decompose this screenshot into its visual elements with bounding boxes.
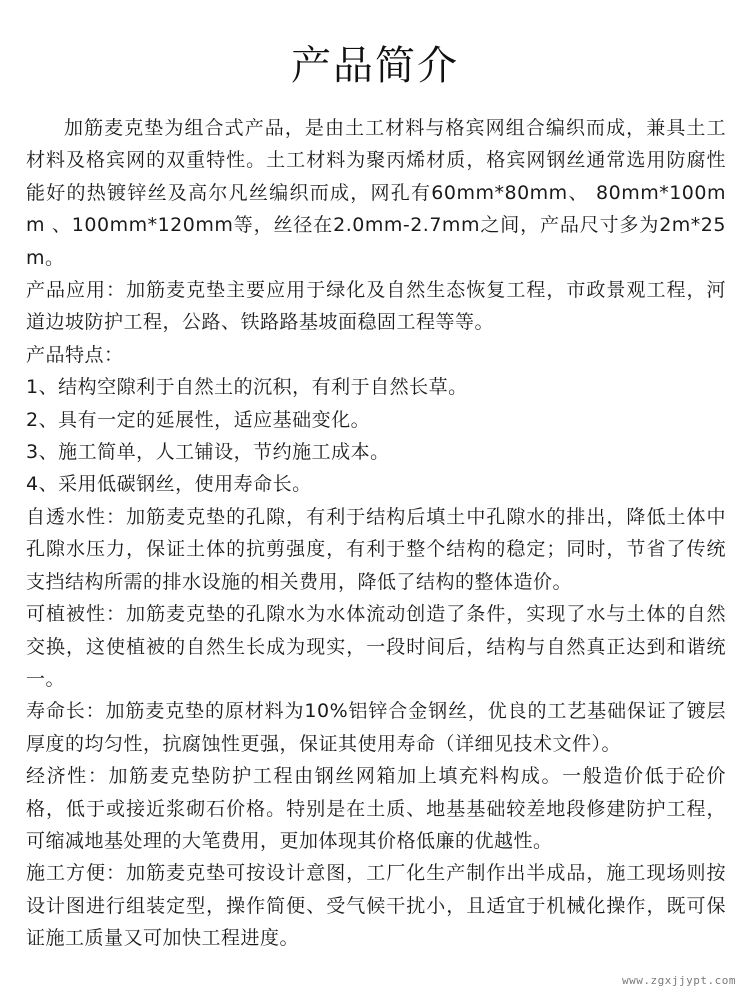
- feature-item-3: 3、施工简单，人工铺设，节约施工成本。: [26, 441, 390, 464]
- permeability-paragraph: 自透水性：加筋麦克垫的孔隙，有利于结构后填土中孔隙水的排出，降低土体中孔隙水压力，保证土体的抗剪强度，有利于整个结构的稳定；同时，节省了传统支挡结构所需的排水设施的相关费用，降低了结构的整体造价。: [26, 505, 726, 593]
- page-title: 产品简介: [291, 43, 459, 89]
- feature-item-4: 4、采用低碳钢丝，使用寿命长。: [26, 473, 312, 496]
- economy-paragraph: 经济性：加筋麦克垫防护工程由钢丝网箱加上填充料构成。一般造价低于砼价格，低于或接近浆砌石价格。特别是在土质、地基基础较差地段修建防护工程，可缩减地基处理的大笔费用，更加体现其价格低廉的优越性。: [26, 765, 726, 852]
- construction-paragraph: 施工方便：加筋麦克垫可按设计意图，工厂化生产制作出半成品，施工现场则按设计图进行组装定型，操作简便、受气候干扰小，且适宜于机械化操作，既可保证施工质量又可加快工程进度。: [26, 862, 726, 950]
- intro-paragraph: 加筋麦克垫为组合式产品，是由土工材料与格宾网组合编织而成，兼具土工材料及格宾网的双重特性。土工材料为聚丙烯材质，格宾网钢丝通常选用防腐性能好的热镀锌丝及高尔凡丝编织而成，网孔有60mm*80mm、 80mm*100mm 、100mm*120mm等，丝径在2.0mm-2.7mm之间，产品尺寸多为2m*25m。: [26, 117, 726, 269]
- site-watermark: www.zgxjjypt.com: [622, 974, 736, 987]
- document-body: [26, 112, 726, 955]
- lifespan-paragraph: 寿命长：加筋麦克垫的原材料为10%铝锌合金钢丝，优良的工艺基础保证了镀层厚度的均匀性，抗腐蚀性更强，保证其使用寿命（详细见技术文件）。: [26, 700, 726, 755]
- features-heading: 产品特点：: [26, 343, 124, 366]
- vegetation-paragraph: 可植被性：加筋麦克垫的孔隙水为水体流动创造了条件，实现了水与土体的自然交换，这使植被的自然生长成为现实，一段时间后，结构与自然真正达到和谐统一。: [26, 603, 726, 690]
- application-paragraph: 产品应用：加筋麦克垫主要应用于绿化及自然生态恢复工程，市政景观工程，河道边坡防护工程，公路、铁路路基坡面稳固工程等等。: [26, 279, 726, 334]
- feature-item-2: 2、具有一定的延展性，适应基础变化。: [26, 408, 371, 431]
- feature-item-1: 1、结构空隙利于自然土的沉积，有利于自然长草。: [26, 376, 468, 399]
